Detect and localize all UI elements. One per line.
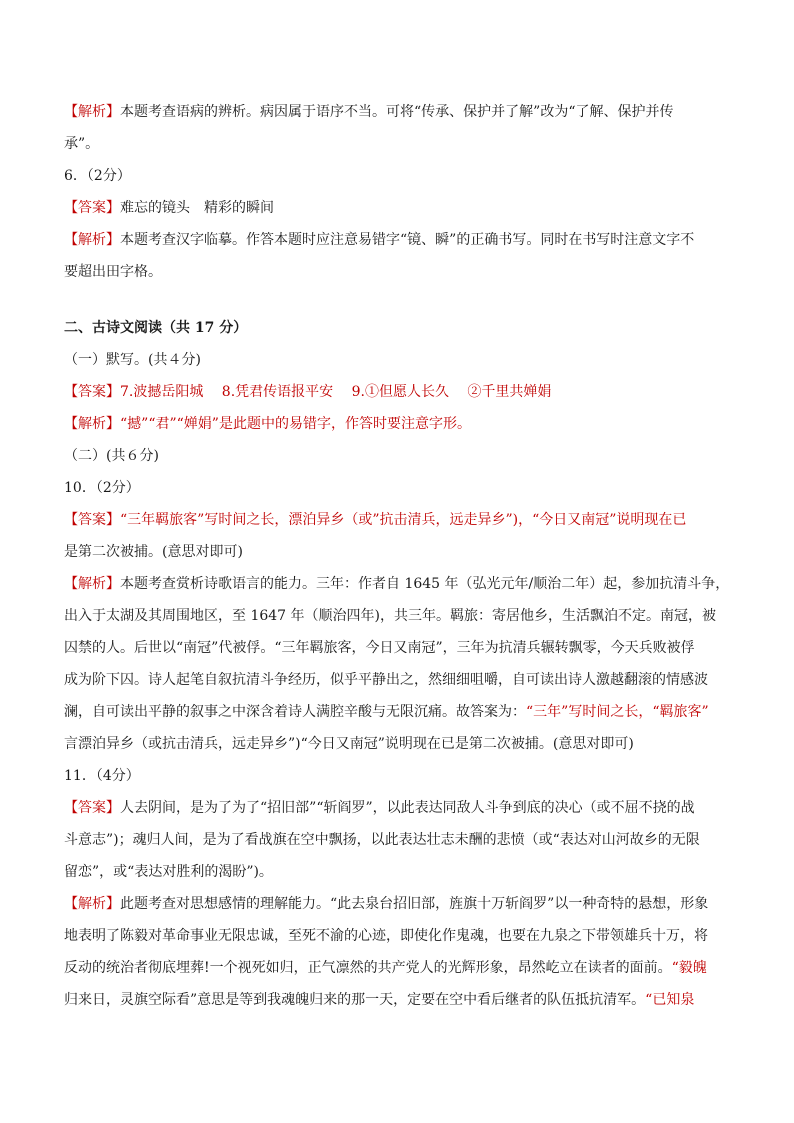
q6-explanation-line-2: 要超出田字格。 <box>64 264 162 280</box>
part-1-explanation: 【解析】“撼”“君”“婵娟”是此题中的易错字，作答时要注意字形。 <box>64 416 471 432</box>
q11-explanation-line-4: 归来日，灵旗空际看”意思是等到我魂魄归来的那一天，定要在空中看后继者的队伍抵抗清军。“已知泉 <box>64 992 695 1008</box>
q10-explanation-line-1: 【解析】本题考查赏析诗歌语言的能力。三年：作者自 1645 年（弘光元年/顺治二年）起，参加抗清斗争， <box>64 576 730 592</box>
q5-explanation-line-1: 【解析】本题考查语病的辨析。病因属于语序不当。可将“传承、保护并了解”改为“了解、保护并传 <box>64 104 674 120</box>
question-11-header: 11．（4分） <box>64 768 140 784</box>
answer-tag: 【答案】 <box>64 200 120 216</box>
q6-answer: 【答案】难忘的镜头 精彩的瞬间 <box>64 200 274 216</box>
part-2-header: （二）(共６分) <box>64 448 159 464</box>
answer-tag: 【答案】 <box>64 384 120 400</box>
q10-explanation-line-3: 囚禁的人。后世以“南冠”代被俘。“三年羁旅客，今日又南冠”，三年为抗清兵辗转飘零，今天兵败被俘 <box>64 640 695 656</box>
part-1-answer: 【答案】7.波撼岳阳城 8.凭君传语报平安 9.①但愿人长久 ②千里共婵娟 <box>64 384 552 400</box>
question-10-header: 10．（2分） <box>64 480 140 496</box>
q10-answer-line-1: 【答案】“三年羁旅客”写时间之长，漂泊异乡（或”抗击清兵，远走异乡”)，“今日又南冠”说明现在已 <box>64 512 687 528</box>
question-6-header: 6．（2分） <box>64 168 131 184</box>
q5-explanation-line-2: 承”。 <box>64 136 100 152</box>
q10-explanation-line-2: 出入于太湖及其周围地区，至 1647 年（顺治四年)，共三年。羁旅：寄居他乡，生活飘泊不定。南冠，被 <box>64 608 716 624</box>
q11-explanation-line-2: 地表明了陈毅对革命事业无限忠诚，至死不渝的心迹，即使化作鬼魂，也要在九泉之下带领雄兵十万，将 <box>64 928 708 944</box>
explanation-tag: 【解析】 <box>64 576 120 592</box>
q11-answer-line-3: 留恋”，或“表达对胜利的渴盼”)。 <box>64 864 273 880</box>
explanation-tag: 【解析】 <box>64 896 120 912</box>
q11-explanation-line-3: 反动的统治者彻底埋葬!一个视死如归，正气凛然的共产党人的光辉形象，昂然屹立在读者的面前。“毅魄 <box>64 960 707 976</box>
q10-explanation-line-6: 言漂泊异乡（或抗击清兵，远走异乡”)“今日又南冠”说明现在已是第二次被捕。(意思对即可) <box>64 736 634 752</box>
q10-answer-line-2: 是第二次被捕。(意思对即可) <box>64 544 243 560</box>
answer-tag: 【答案】 <box>64 800 120 816</box>
explanation-tag: 【解析】 <box>64 232 120 248</box>
q10-explanation-line-5: 澜，自可读出平静的叙事之中深含着诗人满腔辛酸与无限沉痛。故答案为：“三年”写时间之长，“羁旅客” <box>64 704 709 720</box>
q11-explanation-line-1: 【解析】此题考查对思想感情的理解能力。“此去泉台招旧部，旌旗十万斩阎罗”以一种奇特的悬想，形象 <box>64 896 709 912</box>
answer-tag: 【答案】 <box>64 512 120 528</box>
section-2-heading: 二、古诗文阅读（共 17 分） <box>64 320 248 336</box>
q11-answer-line-1: 【答案】人去阴间，是为了为了“招旧部”“斩阎罗”，以此表达同敌人斗争到底的决心（或不屈不挠的战 <box>64 800 695 816</box>
q11-answer-line-2: 斗意志”)；魂归人间，是为了看战旗在空中飘扬，以此表达壮志未酬的悲愤（或“表达对山河故乡的无限 <box>64 832 700 848</box>
q10-explanation-line-4: 成为阶下囚。诗人起笔自叙抗清斗争经历，似乎平静出之，然细细咀嚼，自可读出诗人激越翻滚的情感波 <box>64 672 708 688</box>
explanation-tag: 【解析】 <box>64 416 120 432</box>
part-1-header: （一）默写。(共４分) <box>64 352 201 368</box>
q6-explanation-line-1: 【解析】本题考查汉字临摹。作答本题时应注意易错字“镜、瞬”的正确书写。同时在书写时注意文字不 <box>64 232 695 248</box>
explanation-tag: 【解析】 <box>64 104 120 120</box>
